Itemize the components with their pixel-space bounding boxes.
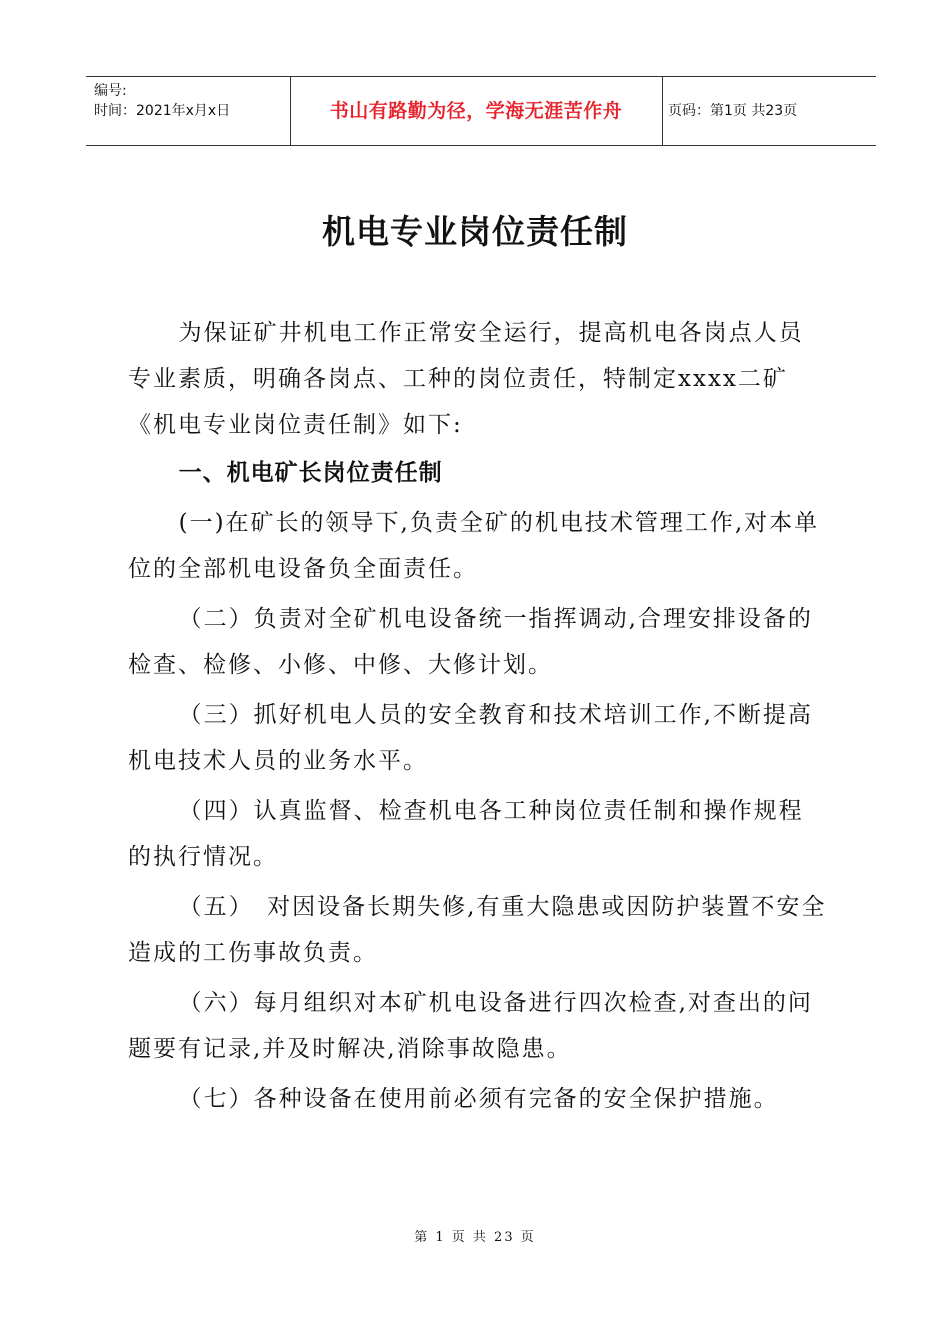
responsibility-item: （二）负责对全矿机电设备统一指挥调动,合理安排设备的检查、检修、小修、中修、大修计划。	[128, 606, 813, 678]
document-date-label: 时间：2021年x月x日	[94, 103, 231, 119]
responsibility-item: （四）认真监督、检查机电各工种岗位责任制和操作规程的执行情况。	[128, 798, 804, 870]
page-footer: 第 1 页 共 23 页	[414, 1230, 536, 1245]
responsibility-item: （六）每月组织对本矿机电设备进行四次检查,对查出的问题要有记录,并及时解决,消除事故隐患。	[128, 990, 813, 1062]
section-heading: 一、机电矿长岗位责任制	[178, 460, 443, 486]
responsibility-item: （三）抓好机电人员的安全教育和技术培训工作,不断提高机电技术人员的业务水平。	[128, 702, 813, 774]
page-header	[86, 76, 876, 146]
responsibility-item: （七）各种设备在使用前必须有完备的安全保护措施。	[178, 1086, 779, 1112]
intro-paragraph: 为保证矿井机电工作正常安全运行，提高机电各岗点人员专业素质，明确各岗点、工种的岗位责任，特制定xxxx二矿《机电专业岗位责任制》如下:	[128, 320, 804, 438]
document-title: 机电专业岗位责任制	[322, 212, 628, 251]
header-motto: 书山有路勤为径，学海无涯苦作舟	[329, 100, 623, 122]
document-number-label: 编号:	[94, 83, 127, 99]
header-meta	[94, 81, 290, 121]
header-divider	[662, 77, 663, 145]
responsibility-item: (一)在矿长的领导下,负责全矿的机电技术管理工作,对本单位的全部机电设备负全面责任。	[128, 510, 820, 582]
header-page-indicator: 页码：第1页 共23页	[668, 103, 798, 119]
document-body	[128, 310, 828, 1122]
responsibility-item: （五） 对因设备长期失修,有重大隐患或因防护装置不安全造成的工伤事故负责。	[128, 894, 827, 966]
